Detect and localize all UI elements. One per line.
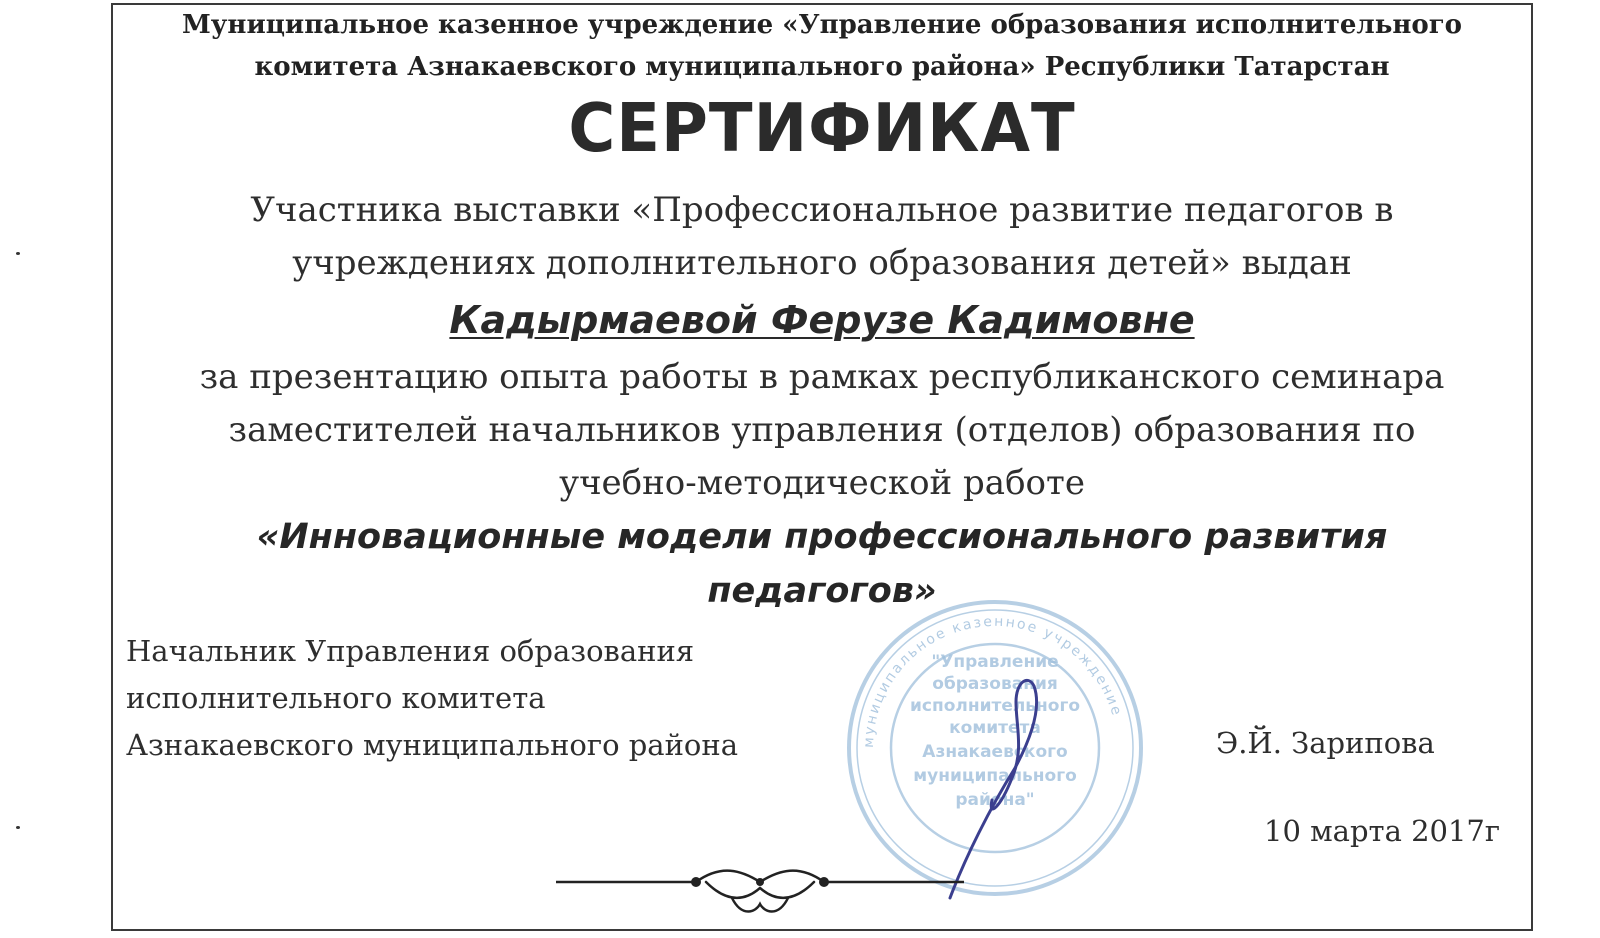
issuer-header xyxy=(111,4,1533,88)
svg-text:муниципального: муниципального xyxy=(913,766,1077,786)
issuer-line-2: комитета Азнакаевского муниципального района» Республики Татарстан xyxy=(254,52,1390,82)
svg-text:исполнительного: исполнительного xyxy=(909,696,1081,716)
intro-line-1: Участника выставки «Профессиональное развитие педагогов в xyxy=(250,190,1394,230)
intro-line-2: учреждениях дополнительного образования детей» выдан xyxy=(292,243,1352,283)
reason-line-3: учебно-методической работе xyxy=(559,463,1085,503)
seminar-topic xyxy=(111,510,1533,618)
award-reason xyxy=(111,351,1533,510)
signer-name: Э.Й. Зарипова xyxy=(1216,726,1435,760)
svg-text:Азнакаевского: Азнакаевского xyxy=(922,742,1068,762)
scan-speck xyxy=(16,252,20,255)
reason-line-2: заместителей начальников управления (отделов) образования по xyxy=(228,410,1416,450)
signer-position-line-1: Начальник Управления образования xyxy=(126,634,695,668)
svg-text:района": района" xyxy=(955,790,1035,810)
signer-position-line-2: исполнительного комитета xyxy=(126,681,546,715)
intro-text xyxy=(111,184,1533,290)
reason-line-1: за презентацию опыта работы в рамках республиканского семинара xyxy=(199,357,1445,397)
stamp-ring-text: муниципальное казенное учреждение xyxy=(860,613,1125,749)
scan-speck xyxy=(16,826,20,829)
issue-date: 10 марта 2017г xyxy=(1264,814,1501,848)
signer-position-line-3: Азнакаевского муниципального района xyxy=(126,728,739,762)
svg-text:"Управление: "Управление xyxy=(931,652,1059,672)
svg-text:комитета: комитета xyxy=(949,718,1041,738)
decorative-ornament xyxy=(556,868,964,924)
svg-text:образования: образования xyxy=(932,674,1058,694)
signer-position xyxy=(126,628,738,769)
certificate-title: СЕРТИФИКАТ xyxy=(568,90,1076,168)
recipient-name xyxy=(111,292,1533,348)
topic-line-2: педагогов» xyxy=(707,571,937,611)
topic-line-1: «Инновационные модели профессионального развития xyxy=(256,517,1388,557)
recipient-name-text: Кадырмаевой Ферузе Кадимовне xyxy=(449,298,1195,342)
issuer-line-1: Муниципальное казенное учреждение «Управление образования исполнительного xyxy=(181,10,1463,40)
